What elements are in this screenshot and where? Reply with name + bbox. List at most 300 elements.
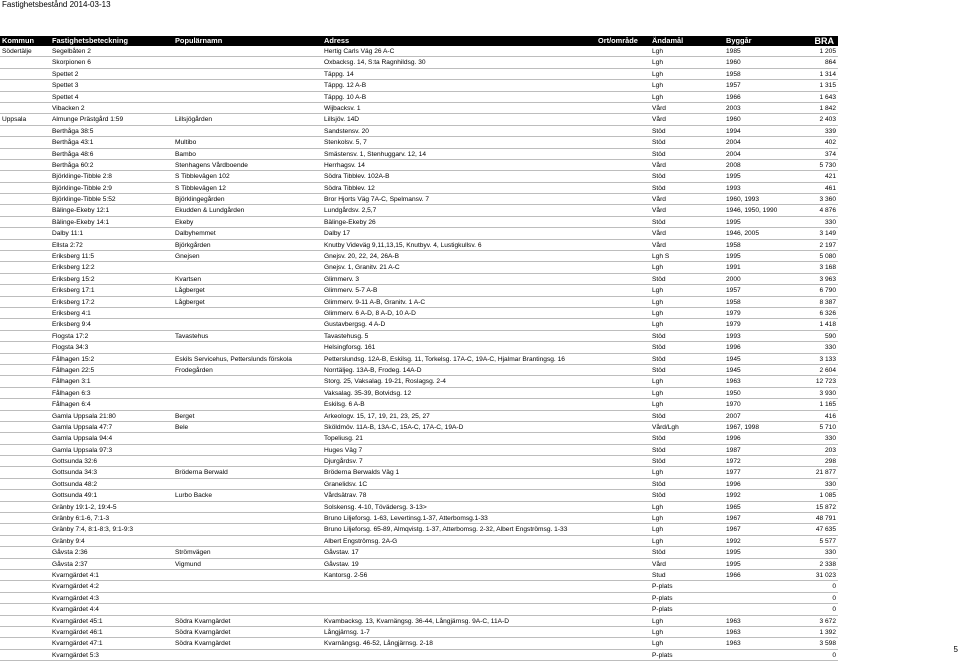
- cell-bra: 1 205: [819, 48, 836, 55]
- cell-andamal: Stöd: [652, 412, 666, 420]
- cell-adress: Huges Väg 7: [324, 446, 363, 454]
- cell-bra: 3 149: [819, 230, 836, 238]
- cell-adress: Solskensg. 4-10, Tövädersg. 3-13>: [324, 503, 427, 511]
- table-row: [0, 411, 838, 422]
- table-row: [0, 137, 838, 148]
- cell-popularnamn: Frodegården: [175, 366, 213, 374]
- cell-popularnamn: S Tibblevägen 12: [175, 184, 226, 192]
- cell-bra: 2 403: [819, 116, 836, 124]
- cell-bra: 1 842: [819, 104, 836, 112]
- cell-fastighetsbeteckning: Kvarngärdet 5:3: [52, 651, 99, 659]
- cell-fastighetsbeteckning: Gottsunda 32:6: [52, 458, 98, 466]
- cell-andamal: Stöd: [652, 173, 666, 181]
- cell-bra: 330: [824, 344, 836, 352]
- cell-fastighetsbeteckning: Gränby 6:1-6, 7:1-3: [52, 515, 110, 523]
- cell-andamal: Lgh S: [652, 253, 670, 261]
- table-row: [0, 274, 838, 285]
- table-row: [0, 456, 838, 467]
- cell-andamal: Stöd: [652, 446, 666, 454]
- cell-byggar: 1991: [726, 264, 741, 272]
- page-number: 5: [953, 645, 958, 654]
- table-row: [0, 513, 838, 524]
- cell-fastighetsbeteckning: Fålhagen 3:1: [52, 378, 91, 386]
- cell-fastighetsbeteckning: Eriksberg 15:2: [52, 275, 95, 283]
- cell-bra: 3 598: [819, 640, 836, 648]
- cell-popularnamn: Multibo: [175, 139, 197, 147]
- cell-byggar: 1963: [726, 617, 741, 625]
- cell-popularnamn: Tavastehus: [175, 332, 209, 340]
- cell-byggar: 1996: [726, 344, 741, 352]
- cell-fastighetsbeteckning: Gränby 9:4: [52, 537, 85, 545]
- cell-byggar: 1993: [726, 184, 741, 192]
- cell-andamal: Stöd: [652, 492, 666, 500]
- cell-byggar: 1995: [726, 218, 741, 226]
- cell-fastighetsbeteckning: Spettet 2: [52, 70, 79, 78]
- cell-byggar: 1994: [726, 127, 741, 135]
- table-row: [0, 251, 838, 262]
- cell-andamal: Lgh: [652, 515, 664, 523]
- cell-bra: 203: [824, 446, 836, 454]
- cell-byggar: 1963: [726, 628, 741, 636]
- cell-byggar: 1957: [726, 287, 741, 295]
- cell-bra: 5 730: [819, 161, 836, 169]
- cell-fastighetsbeteckning: Björklinge-Tibble 2:9: [52, 184, 112, 192]
- cell-popularnamn: Kvartsen: [175, 275, 202, 283]
- cell-adress: Granelidsv. 1C: [324, 480, 368, 488]
- cell-byggar: 1995: [726, 549, 741, 557]
- cell-andamal: Vård: [652, 241, 666, 249]
- cell-andamal: Vård: [652, 230, 666, 238]
- cell-andamal: Vård: [652, 161, 666, 169]
- cell-byggar: 1995: [726, 173, 741, 181]
- table-row: [0, 92, 838, 103]
- cell-adress: Glimmerv. 5-7 A-B: [324, 287, 378, 295]
- cell-fastighetsbeteckning: Kvarngärdet 4:1: [52, 571, 99, 579]
- table-row: [0, 650, 838, 661]
- cell-adress: Gåvstav. 19: [324, 560, 359, 568]
- cell-adress: Smästensv. 1, Stenhuggarv. 12, 14: [324, 150, 427, 158]
- cell-fastighetsbeteckning: Flogsta 34:3: [52, 344, 89, 352]
- cell-fastighetsbeteckning: Gamla Uppsala 47:7: [52, 423, 113, 431]
- cell-adress: Gåvstav. 17: [324, 549, 359, 557]
- cell-fastighetsbeteckning: Fålhagen 6:3: [52, 389, 91, 397]
- cell-bra: 330: [824, 218, 836, 226]
- header-fastighetsbeteckning: Fastighetsbeteckning: [52, 36, 128, 45]
- cell-bra: 1 165: [819, 401, 836, 409]
- cell-andamal: Lgh: [652, 309, 664, 317]
- cell-andamal: Lgh: [652, 48, 664, 55]
- table-header: [0, 36, 838, 46]
- cell-byggar: 1958: [726, 298, 741, 306]
- cell-fastighetsbeteckning: Björklinge-Tibble 5:52: [52, 196, 116, 204]
- header-popularnamn: Populärnamn: [175, 36, 223, 45]
- cell-andamal: Lgh: [652, 321, 664, 329]
- table-row: [0, 376, 838, 387]
- cell-bra: 1 643: [819, 93, 836, 101]
- cell-adress: Kantorsg. 2-56: [324, 571, 368, 579]
- table-row: [0, 217, 838, 228]
- cell-bra: 461: [824, 184, 836, 192]
- cell-fastighetsbeteckning: Almunge Prästgård 1:59: [52, 116, 124, 124]
- header-ort-omrade: Ort/område: [598, 36, 638, 45]
- cell-fastighetsbeteckning: Kvarngärdet 4:3: [52, 594, 99, 602]
- table-row: [0, 604, 838, 615]
- cell-fastighetsbeteckning: Kvarngärdet 4:4: [52, 606, 99, 614]
- cell-fastighetsbeteckning: Eriksberg 17:1: [52, 287, 95, 295]
- cell-fastighetsbeteckning: Dalby 11:1: [52, 230, 84, 238]
- cell-popularnamn: Lågberget: [175, 287, 205, 295]
- cell-andamal: Lgh: [652, 526, 664, 534]
- cell-adress: Täppg. 14: [324, 70, 354, 78]
- cell-byggar: 1963: [726, 378, 741, 386]
- cell-fastighetsbeteckning: Bälinge-Ekeby 12:1: [52, 207, 110, 215]
- cell-andamal: Lgh: [652, 389, 664, 397]
- cell-fastighetsbeteckning: Bälinge-Ekeby 14:1: [52, 218, 110, 226]
- cell-bra: 1 315: [819, 82, 836, 90]
- cell-adress: Bruno Liljeforsg. 1-63, Levertinsg.1-37, Atterbomsg.1-33: [324, 515, 488, 523]
- cell-popularnamn: Gnejsen: [175, 253, 200, 261]
- cell-fastighetsbeteckning: Skorpionen 6: [52, 59, 91, 67]
- cell-bra: 5 710: [819, 423, 836, 431]
- table-row: [0, 581, 838, 592]
- cell-adress: Södra Tibblev. 102A-B: [324, 173, 390, 181]
- cell-bra: 3 963: [819, 275, 836, 283]
- cell-bra: 31 023: [815, 571, 836, 579]
- cell-bra: 421: [824, 173, 836, 181]
- document-title: Fastighetsbestånd 2014-03-13: [2, 0, 111, 9]
- cell-adress: Långjärnsg. 1-7: [324, 628, 370, 636]
- cell-popularnamn: Södra Kvarngärdet: [175, 640, 231, 648]
- table-row: [0, 57, 838, 68]
- cell-adress: Glimmerv. 9-11 A-B, Granitv. 1 A-C: [324, 298, 426, 306]
- cell-adress: Gustavbergsg. 4 A-D: [324, 321, 386, 329]
- cell-andamal: P-plats: [652, 594, 673, 602]
- cell-byggar: 1993: [726, 332, 741, 340]
- cell-popularnamn: Björkgården: [175, 241, 211, 249]
- cell-bra: 374: [824, 150, 836, 158]
- cell-fastighetsbeteckning: Gamla Uppsala 94:4: [52, 435, 113, 443]
- table-row: [0, 354, 838, 365]
- cell-adress: Oxbacksg. 14, S:ta Ragnhildsg. 30: [324, 59, 426, 67]
- cell-fastighetsbeteckning: Kvarngärdet 45:1: [52, 617, 103, 625]
- table-row: [0, 149, 838, 160]
- cell-bra: 3 133: [819, 355, 836, 363]
- cell-fastighetsbeteckning: Ellsta 2:72: [52, 241, 83, 249]
- cell-byggar: 1995: [726, 253, 741, 261]
- cell-byggar: 1965: [726, 503, 741, 511]
- cell-bra: 0: [832, 583, 836, 591]
- cell-bra: 2 338: [819, 560, 836, 568]
- cell-popularnamn: S Tibblevägen 102: [175, 173, 230, 181]
- cell-adress: Bror Hjorts Väg 7A-C, Spelmansv. 7: [324, 196, 430, 204]
- header-kommun: Kommun: [2, 36, 35, 45]
- cell-andamal: Stöd: [652, 218, 666, 226]
- cell-fastighetsbeteckning: Gottsunda 49:1: [52, 492, 98, 500]
- cell-popularnamn: Stenhagens Vårdboende: [175, 161, 248, 169]
- cell-byggar: 2004: [726, 139, 741, 147]
- table-row: [0, 285, 838, 296]
- cell-fastighetsbeteckning: Segelbåten 2: [52, 48, 91, 55]
- cell-adress: Dalby 17: [324, 230, 351, 238]
- cell-fastighetsbeteckning: Vibacken 2: [52, 104, 85, 112]
- cell-andamal: Vård: [652, 560, 666, 568]
- cell-bra: 3 930: [819, 389, 836, 397]
- cell-adress: Täppg. 10 A-B: [324, 93, 367, 101]
- cell-andamal: Stud: [652, 571, 666, 579]
- cell-bra: 0: [832, 594, 836, 602]
- cell-fastighetsbeteckning: Björklinge-Tibble 2:8: [52, 173, 112, 181]
- table-row: [0, 342, 838, 353]
- cell-andamal: Lgh: [652, 628, 664, 636]
- cell-bra: 0: [832, 606, 836, 614]
- cell-fastighetsbeteckning: Gränby 7:4, 8:1-8:3, 9:1-9:3: [52, 526, 134, 534]
- cell-bra: 3 672: [819, 617, 836, 625]
- cell-adress: Kvarnängsg. 46-52, Långjärnsg. 2-18: [324, 640, 433, 648]
- header-byggar: Byggår: [726, 36, 752, 45]
- cell-bra: 339: [824, 127, 836, 135]
- cell-byggar: 1987: [726, 446, 741, 454]
- cell-byggar: 1960, 1993: [726, 196, 760, 204]
- table-row: [0, 467, 838, 478]
- cell-popularnamn: Ekudden & Lundgården: [175, 207, 245, 215]
- cell-andamal: Stöd: [652, 366, 666, 374]
- table-row: [0, 502, 838, 513]
- table-row: [0, 479, 838, 490]
- cell-popularnamn: Lillsjögården: [175, 116, 213, 124]
- cell-popularnamn: Bambo: [175, 150, 196, 158]
- cell-fastighetsbeteckning: Fålhagen 22:5: [52, 366, 95, 374]
- cell-byggar: 1977: [726, 469, 741, 477]
- cell-byggar: 1966: [726, 571, 741, 579]
- cell-popularnamn: Strömvägen: [175, 549, 211, 557]
- cell-bra: 1 392: [819, 628, 836, 636]
- cell-bra: 590: [824, 332, 836, 340]
- cell-bra: 864: [824, 59, 836, 67]
- cell-bra: 21 877: [815, 469, 836, 477]
- cell-adress: Knutby Videväg 9,11,13,15, Knutbyv. 4, Lustigkullsv. 6: [324, 241, 482, 249]
- header-bra: BRA: [814, 36, 834, 46]
- cell-bra: 5 577: [819, 537, 836, 545]
- cell-fastighetsbeteckning: Berthåga 43:1: [52, 139, 94, 147]
- cell-andamal: Lgh: [652, 617, 664, 625]
- cell-andamal: Stöd: [652, 435, 666, 443]
- table-row: [0, 638, 838, 649]
- table-row: [0, 433, 838, 444]
- cell-andamal: P-plats: [652, 606, 673, 614]
- table-row: [0, 308, 838, 319]
- cell-andamal: Vård: [652, 207, 666, 215]
- cell-andamal: Stöd: [652, 458, 666, 466]
- table-row: [0, 422, 838, 433]
- table-row: [0, 388, 838, 399]
- cell-adress: Hertig Carls Väg 26 A-C: [324, 48, 395, 55]
- cell-byggar: 1979: [726, 321, 741, 329]
- cell-andamal: Lgh: [652, 640, 664, 648]
- table-row: [0, 228, 838, 239]
- cell-fastighetsbeteckning: Spettet 4: [52, 93, 79, 101]
- cell-adress: Vårdsätrav. 78: [324, 492, 367, 500]
- cell-byggar: 1967: [726, 526, 741, 534]
- cell-bra: 1 314: [819, 70, 836, 78]
- cell-andamal: Lgh: [652, 401, 664, 409]
- cell-bra: 330: [824, 480, 836, 488]
- header-adress: Adress: [324, 36, 350, 45]
- cell-andamal: Stöd: [652, 332, 666, 340]
- cell-adress: Eskilsg. 6 A-B: [324, 401, 365, 409]
- cell-adress: Täppg. 12 A-B: [324, 82, 367, 90]
- cell-fastighetsbeteckning: Fålhagen 6:4: [52, 401, 91, 409]
- table-row: [0, 194, 838, 205]
- cell-popularnamn: Ekeby: [175, 218, 194, 226]
- cell-fastighetsbeteckning: Gåvsta 2:36: [52, 549, 88, 557]
- cell-byggar: 1957: [726, 82, 741, 90]
- cell-popularnamn: Bröderna Berwald: [175, 469, 228, 477]
- cell-byggar: 1972: [726, 458, 741, 466]
- cell-kommun: Uppsala: [2, 116, 27, 124]
- cell-byggar: 1992: [726, 492, 741, 500]
- cell-fastighetsbeteckning: Flogsta 17:2: [52, 332, 89, 340]
- cell-andamal: Stöd: [652, 275, 666, 283]
- table-row: [0, 183, 838, 194]
- table-row: [0, 547, 838, 558]
- cell-fastighetsbeteckning: Berthåga 60:2: [52, 161, 94, 169]
- cell-byggar: 1945: [726, 355, 741, 363]
- cell-andamal: Vård: [652, 116, 666, 124]
- cell-fastighetsbeteckning: Eriksberg 4:1: [52, 309, 91, 317]
- table-row: [0, 205, 838, 216]
- cell-andamal: Stöd: [652, 127, 666, 135]
- cell-andamal: Lgh: [652, 469, 664, 477]
- cell-fastighetsbeteckning: Berthåga 48:6: [52, 150, 94, 158]
- table-row: [0, 559, 838, 570]
- cell-andamal: Stöd: [652, 344, 666, 352]
- cell-andamal: P-plats: [652, 651, 673, 659]
- cell-byggar: 1970: [726, 401, 741, 409]
- cell-adress: Topeliusg. 21: [324, 435, 363, 443]
- cell-andamal: Lgh: [652, 59, 664, 67]
- cell-andamal: Vård/Lgh: [652, 423, 679, 431]
- table-row: [0, 570, 838, 581]
- cell-fastighetsbeteckning: Gottsunda 48:2: [52, 480, 98, 488]
- cell-fastighetsbeteckning: Berthåga 38:5: [52, 127, 94, 135]
- cell-andamal: Stöd: [652, 150, 666, 158]
- cell-adress: Bruno Liljeforsg. 65-89, Almqvistg. 1-37, Atterbomsg. 2-32, Albert Engströmsg. 1-33: [324, 526, 568, 534]
- table-row: [0, 80, 838, 91]
- table-row: [0, 114, 838, 125]
- table-row: [0, 160, 838, 171]
- cell-andamal: P-plats: [652, 583, 673, 591]
- cell-andamal: Lgh: [652, 378, 664, 386]
- table-row: [0, 445, 838, 456]
- cell-adress: Lundgårdsv. 2,5,7: [324, 207, 377, 215]
- table-row: [0, 490, 838, 501]
- cell-adress: Herrhagsv. 14: [324, 161, 365, 169]
- cell-popularnamn: Södra Kvarngärdet: [175, 628, 231, 636]
- cell-bra: 5 080: [819, 253, 836, 261]
- cell-fastighetsbeteckning: Gamla Uppsala 97:3: [52, 446, 113, 454]
- cell-byggar: 2007: [726, 412, 741, 420]
- cell-bra: 1 418: [819, 321, 836, 329]
- cell-byggar: 1960: [726, 59, 741, 67]
- cell-adress: Wijbacksv. 1: [324, 104, 361, 112]
- table-row: [0, 240, 838, 251]
- cell-adress: Helsingforsg. 161: [324, 344, 376, 352]
- cell-adress: Stenkolsv. 5, 7: [324, 139, 367, 147]
- cell-byggar: 1966: [726, 93, 741, 101]
- cell-andamal: Stöd: [652, 480, 666, 488]
- cell-adress: Storg. 25, Vaksalag. 19-21, Roslagsg. 2-4: [324, 378, 446, 386]
- cell-adress: Tavastehusg. 5: [324, 332, 369, 340]
- table-row: [0, 524, 838, 535]
- table-row: [0, 262, 838, 273]
- cell-bra: 402: [824, 139, 836, 147]
- cell-andamal: Stöd: [652, 355, 666, 363]
- cell-byggar: 1963: [726, 640, 741, 648]
- cell-fastighetsbeteckning: Gottsunda 34:3: [52, 469, 98, 477]
- cell-fastighetsbeteckning: Gränby 19:1-2, 19:4-5: [52, 503, 117, 511]
- cell-adress: Lillsjöv. 14D: [324, 116, 360, 124]
- cell-byggar: 1995: [726, 560, 741, 568]
- table-row: [0, 536, 838, 547]
- cell-bra: 330: [824, 549, 836, 557]
- cell-bra: 1 085: [819, 492, 836, 500]
- cell-byggar: 1950: [726, 389, 741, 397]
- cell-andamal: Vård: [652, 104, 666, 112]
- cell-fastighetsbeteckning: Gamla Uppsala 21:80: [52, 412, 116, 420]
- table-row: [0, 126, 838, 137]
- cell-bra: 12 723: [815, 378, 836, 386]
- cell-byggar: 1985: [726, 48, 741, 55]
- table-row: [0, 171, 838, 182]
- table-row: [0, 627, 838, 638]
- property-table-body: [0, 46, 838, 661]
- cell-popularnamn: Björklingegården: [175, 196, 225, 204]
- cell-bra: 4 876: [819, 207, 836, 215]
- cell-adress: Sköldmöv. 11A-B, 13A-C, 15A-C, 17A-C, 19A-D: [324, 423, 464, 431]
- cell-andamal: Lgh: [652, 70, 664, 78]
- cell-bra: 3 360: [819, 196, 836, 204]
- cell-andamal: Lgh: [652, 287, 664, 295]
- cell-bra: 330: [824, 435, 836, 443]
- cell-adress: Bälinge-Ekeby 26: [324, 218, 376, 226]
- cell-byggar: 2004: [726, 150, 741, 158]
- cell-fastighetsbeteckning: Kvarngärdet 46:1: [52, 628, 103, 636]
- table-row: [0, 46, 838, 57]
- cell-fastighetsbeteckning: Gåvsta 2:37: [52, 560, 88, 568]
- cell-adress: Bröderna Berwalds Väg 1: [324, 469, 400, 477]
- cell-fastighetsbeteckning: Eriksberg 12:2: [52, 264, 95, 272]
- cell-byggar: 1958: [726, 70, 741, 78]
- table-row: [0, 319, 838, 330]
- cell-adress: Arkeologv. 15, 17, 19, 21, 23, 25, 27: [324, 412, 430, 420]
- cell-bra: 6 326: [819, 309, 836, 317]
- cell-andamal: Lgh: [652, 298, 664, 306]
- table-row: [0, 331, 838, 342]
- cell-andamal: Lgh: [652, 82, 664, 90]
- cell-popularnamn: Dalbyhemmet: [175, 230, 216, 238]
- cell-byggar: 1992: [726, 537, 741, 545]
- cell-byggar: 1996: [726, 435, 741, 443]
- table-row: [0, 103, 838, 114]
- cell-andamal: Vård: [652, 196, 666, 204]
- cell-fastighetsbeteckning: Fålhagen 15:2: [52, 355, 95, 363]
- table-row: [0, 593, 838, 604]
- cell-popularnamn: Södra Kvarngärdet: [175, 617, 231, 625]
- cell-popularnamn: Eskils Servicehus, Petterslunds förskola: [175, 355, 292, 363]
- cell-fastighetsbeteckning: Spettet 3: [52, 82, 79, 90]
- cell-andamal: Lgh: [652, 503, 664, 511]
- cell-andamal: Lgh: [652, 93, 664, 101]
